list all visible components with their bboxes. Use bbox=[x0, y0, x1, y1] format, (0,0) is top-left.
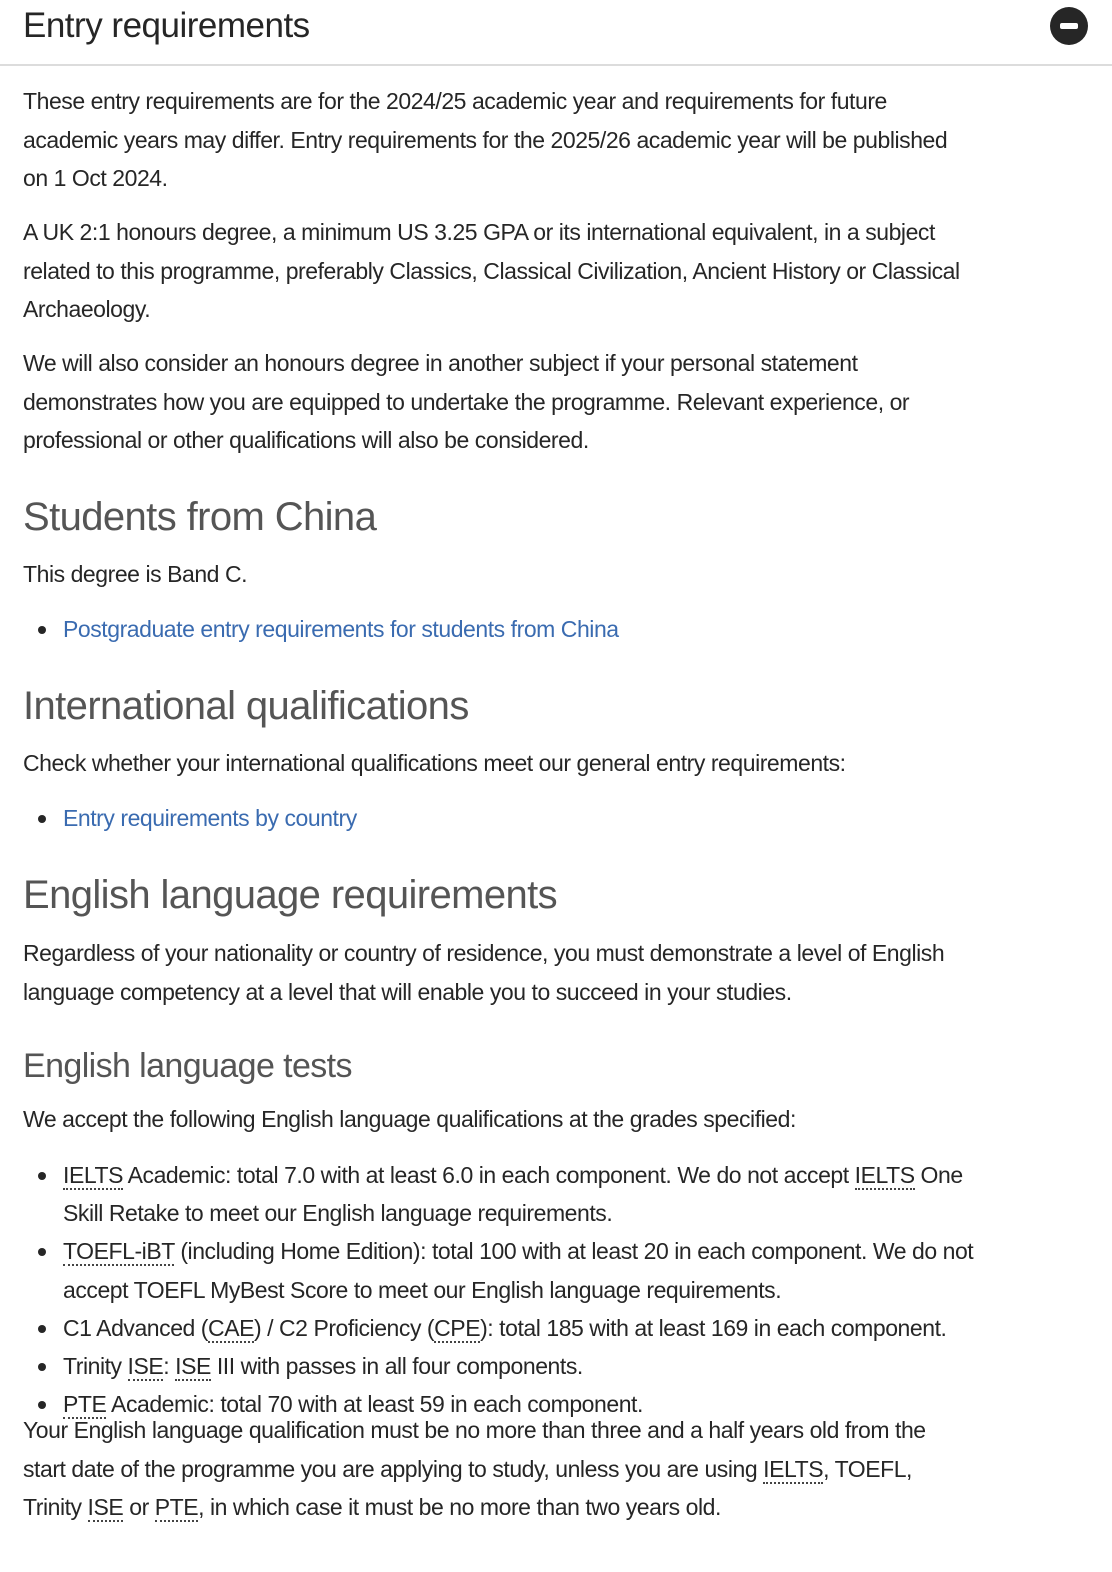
text-line: related to this programme, preferably Classics, Classical Civilization, Ancient History or Classical bbox=[23, 257, 960, 284]
abbr-ielts[interactable]: IELTS bbox=[854, 1162, 915, 1188]
band-text: This degree is Band C. bbox=[23, 561, 248, 587]
text-line: Your English language qualification must be no more than three and a half years old from the bbox=[23, 1417, 926, 1443]
text: C1 Advanced ( bbox=[63, 1314, 209, 1341]
china-requirements-link[interactable]: Postgraduate entry requirements for students from China bbox=[63, 616, 619, 642]
abbr-cae[interactable]: CAE bbox=[208, 1314, 254, 1341]
list-item-toefl bbox=[23, 1232, 1098, 1308]
list-item-cambridge bbox=[23, 1309, 1098, 1347]
section-title: Entry requirements bbox=[23, 6, 310, 45]
text: ) / C2 Proficiency ( bbox=[253, 1314, 435, 1341]
text-line: These entry requirements are for the 2024/25 academic year and requirements for future bbox=[23, 88, 887, 114]
list-item bbox=[23, 799, 1098, 837]
china-links bbox=[23, 610, 1098, 648]
heading-international-qualifications: International qualifications bbox=[23, 684, 469, 728]
text: III with passes in all four components. bbox=[210, 1353, 583, 1380]
text: One bbox=[914, 1162, 963, 1188]
heading-english-language-tests: English language tests bbox=[23, 1047, 352, 1085]
tests-intro: We accept the following English language qualifications at the grades specified: bbox=[23, 1106, 796, 1132]
heading-students-from-china: Students from China bbox=[23, 495, 377, 539]
text-line: Regardless of your nationality or country of residence, you must demonstrate a level of English bbox=[23, 940, 945, 966]
abbr-ielts[interactable]: IELTS bbox=[63, 1162, 123, 1188]
text: Trinity bbox=[63, 1353, 128, 1380]
abbr-cpe[interactable]: CPE bbox=[434, 1314, 481, 1341]
list-item-trinity bbox=[23, 1347, 1098, 1385]
text-line: language competency at a level that will enable you to succeed in your studies. bbox=[23, 978, 792, 1005]
list-item-ielts bbox=[23, 1156, 1098, 1232]
text: , in which case it must be no more than two years old. bbox=[198, 1494, 721, 1520]
text: , TOEFL, bbox=[823, 1455, 912, 1482]
text-line: academic years may differ. Entry requirements for the 2025/26 academic year will be published bbox=[23, 126, 948, 153]
text: Skill Retake to meet our English language requirements. bbox=[63, 1200, 613, 1227]
validity-paragraph bbox=[23, 1411, 1098, 1527]
abbr-ise[interactable]: ISE bbox=[127, 1353, 164, 1380]
heading-english-language-requirements: English language requirements bbox=[23, 873, 558, 917]
text: (including Home Edition): total 100 with at least 20 in each component. We do not bbox=[174, 1238, 974, 1265]
international-links bbox=[23, 799, 1098, 837]
list-item bbox=[23, 610, 1098, 648]
text-line: professional or other qualifications will also be considered. bbox=[23, 427, 589, 453]
text: or bbox=[123, 1494, 155, 1520]
abbr-toefl[interactable]: TOEFL-iBT bbox=[63, 1238, 175, 1265]
text-line: Archaeology. bbox=[23, 296, 151, 322]
abbr-pte[interactable]: PTE bbox=[63, 1391, 107, 1418]
country-requirements-link[interactable]: Entry requirements by country bbox=[63, 805, 357, 831]
tests-list bbox=[23, 1156, 1098, 1423]
intro-paragraph-2 bbox=[23, 213, 1098, 329]
text: accept TOEFL MyBest Score to meet our English language requirements. bbox=[63, 1276, 782, 1303]
text: start date of the programme you are applying to study, unless you are using bbox=[23, 1455, 764, 1482]
international-text: Check whether your international qualifications meet our general entry requirements: bbox=[23, 750, 846, 776]
accordion-header[interactable] bbox=[0, 0, 1112, 66]
english-text bbox=[23, 934, 1098, 1011]
minus-circle-icon[interactable] bbox=[1050, 7, 1088, 45]
text-line: We will also consider an honours degree in another subject if your personal statement bbox=[23, 350, 858, 376]
text-line: on 1 Oct 2024. bbox=[23, 165, 168, 191]
abbr-ielts[interactable]: IELTS bbox=[763, 1455, 824, 1482]
text: Academic: total 70 with at least 59 in each component. bbox=[106, 1391, 643, 1418]
abbr-ise[interactable]: ISE bbox=[175, 1353, 211, 1380]
intro-paragraph-3 bbox=[23, 344, 1098, 460]
abbr-pte[interactable]: PTE bbox=[154, 1494, 199, 1520]
text-line: A UK 2:1 honours degree, a minimum US 3.25 GPA or its international equivalent, in a subject bbox=[23, 219, 935, 245]
text: ): total 185 with at least 169 in each component. bbox=[480, 1314, 947, 1341]
abbr-ise[interactable]: ISE bbox=[87, 1494, 124, 1520]
text: Trinity bbox=[23, 1494, 88, 1520]
text: : bbox=[163, 1353, 176, 1380]
text: Academic: total 7.0 with at least 6.0 in each component. We do not accept bbox=[122, 1162, 855, 1188]
intro-paragraph-1 bbox=[23, 82, 1098, 198]
text-line: demonstrates how you are equipped to undertake the programme. Relevant experience, or bbox=[23, 388, 910, 415]
